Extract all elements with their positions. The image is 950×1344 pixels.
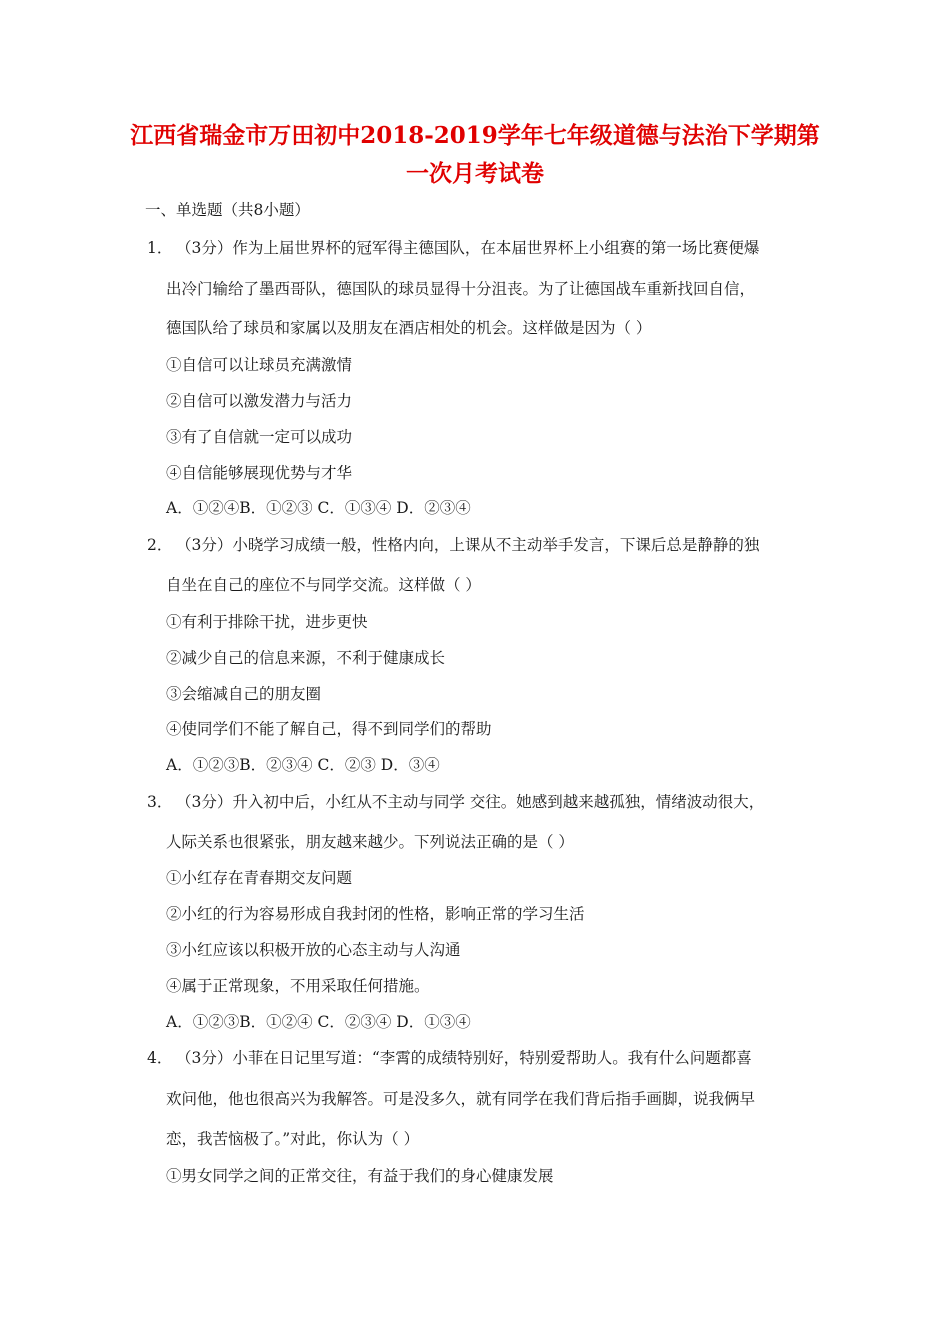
question-4-option: ①男女同学之间的正常交往，有益于我们的身心健康发展 <box>166 1167 554 1185</box>
section-heading: 一、单选题（共8小题） <box>145 201 310 219</box>
question-2-option: ③会缩减自己的朋友圈 <box>166 685 322 703</box>
question-1-choices: A．①②④B．①②③ C．①③④ D．②③④ <box>166 499 471 517</box>
question-1-stem-cont: 出冷门输给了墨西哥队，德国队的球员显得十分沮丧。为了让德国战车重新找回自信， <box>166 280 756 298</box>
question-3-choices: A．①②③B．①②④ C．②③④ D．①③④ <box>166 1013 471 1031</box>
question-3-option: ③小红应该以积极开放的心态主动与人沟通 <box>166 941 461 959</box>
question-2-option: ①有利于排除干扰，进步更快 <box>166 613 368 631</box>
question-3-option: ①小红存在青春期交友问题 <box>166 869 353 887</box>
question-4-stem: （3分）小菲在日记里写道：“李霄的成绩特别好，特别爱帮助人。我有什么问题都喜 <box>176 1049 752 1067</box>
question-2-option: ②减少自己的信息来源，不利于健康成长 <box>166 649 446 667</box>
question-1-option: ②自信可以激发潜力与活力 <box>166 392 353 410</box>
question-2-number: 2． <box>147 536 173 554</box>
question-1-number: 1． <box>147 239 173 257</box>
question-3-number: 3． <box>147 793 173 811</box>
question-1-option: ④自信能够展现优势与才华 <box>166 464 353 482</box>
question-2-choices: A．①②③B．②③④ C．②③ D．③④ <box>166 756 440 774</box>
question-2-stem-cont: 自坐在自己的座位不与同学交流。这样做（ ） <box>166 576 481 594</box>
question-3-option: ②小红的行为容易形成自我封闭的性格，影响正常的学习生活 <box>166 905 585 923</box>
question-4-stem-cont: 欢问他，他也很高兴为我解答。可是没多久，就有同学在我们背后指手画脚，说我俩早 <box>166 1090 756 1108</box>
question-1-option: ③有了自信就一定可以成功 <box>166 428 353 446</box>
document-title-line-2: 一次月考试卷 <box>406 160 544 187</box>
question-2-option: ④使同学们不能了解自己，得不到同学们的帮助 <box>166 720 492 738</box>
question-1-option: ①自信可以让球员充满激情 <box>166 356 353 374</box>
question-3-stem-cont: 人际关系也很紧张，朋友越来越少。下列说法正确的是（ ） <box>166 833 574 851</box>
question-1-stem-cont: 德国队给了球员和家属以及朋友在酒店相处的机会。这样做是因为（ ） <box>166 319 652 337</box>
question-3-stem: （3分）升入初中后，小红从不主动与同学 交往。她感到越来越孤独，情绪波动很大， <box>176 793 765 811</box>
question-4-stem-cont: 恋，我苦恼极了。”对此，你认为（ ） <box>166 1130 420 1148</box>
question-2-stem: （3分）小晓学习成绩一般，性格内向，上课从不主动举手发言，下课后总是静静的独 <box>176 536 760 554</box>
question-1-stem: （3分）作为上届世界杯的冠军得主德国队，在本届世界杯上小组赛的第一场比赛便爆 <box>176 239 760 257</box>
question-3-option: ④属于正常现象，不用采取任何措施。 <box>166 977 430 995</box>
question-4-number: 4． <box>147 1049 173 1067</box>
document-title-line-1: 江西省瑞金市万田初中2018-2019学年七年级道德与法治下学期第 <box>130 122 820 149</box>
